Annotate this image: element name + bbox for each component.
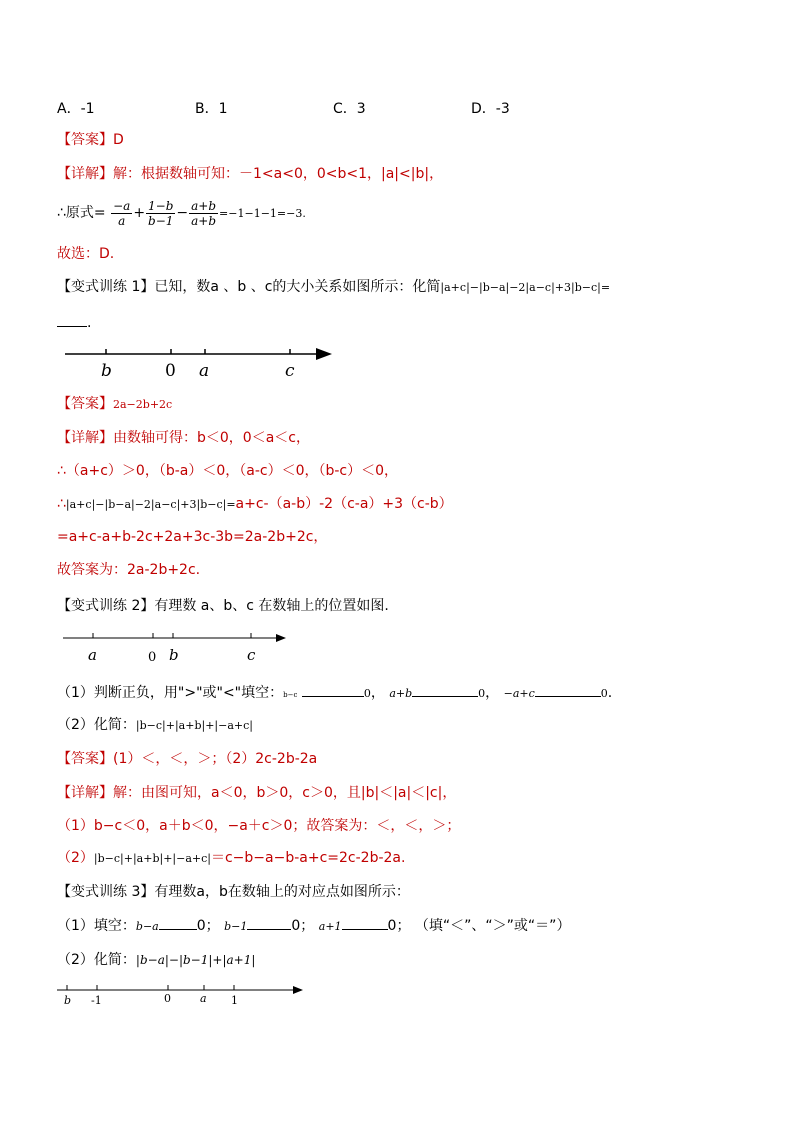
q0-detail-text: 解：根据数轴可知：－1<a<0，0<b<1，|a|<|b|， — [113, 166, 444, 182]
t3-tag: 【变式训练 3】 — [57, 884, 155, 900]
fraction-3: $\frac{a+b}{a+b}$ — [191, 198, 217, 228]
t2-detail-1: （1）b−c＜0，a＋b＜0，−a＋c＞0；故答案为：＜，＜，＞； — [57, 818, 461, 834]
t1-conclusion: 故答案为：2a-2b+2c. — [57, 562, 201, 578]
t1-answer-line: 【答案】2a−2b+2c — [57, 396, 173, 412]
t2-detail-text: 解：由图可知，a＜0，b＞0，c＞0，且|b|＜|a|＜|c|， — [113, 785, 457, 801]
t1-tag: 【变式训练 1】 — [57, 279, 155, 295]
t3-blank-3 — [342, 915, 388, 930]
t3-number-line — [55, 982, 310, 1012]
t2-answer-line: 【答案】(1）＜，＜，＞；（2）2c-2b-2a — [57, 751, 318, 767]
q0-formula-line: ∴原式= $\frac{-a}{a}$ + $\frac{1-b}{b-1}$ − $\frac{a+b}{a+b}$ =−1−1−1=−3. — [57, 198, 306, 228]
t2-blank-3 — [535, 682, 601, 697]
t1-axis-label-c: c — [285, 361, 295, 381]
q0-answer-line — [57, 130, 124, 150]
t3-axis-label-neg1: -1 — [91, 994, 102, 1007]
t2-tag: 【变式训练 2】 — [57, 598, 155, 614]
option-b: B．1 — [195, 101, 228, 117]
t3-axis-label-b: b — [64, 994, 72, 1007]
t1-axis-label-0: 0 — [165, 361, 176, 381]
t3-axis-label-0: 0 — [164, 992, 171, 1005]
t1-detail-line4: =a+c-a+b-2c+2a+3c-3b=2a-2b+2c， — [57, 529, 328, 545]
t2-detail-line: 【详解】解：由图可知，a＜0，b＞0，c＞0，且|b|＜|a|＜|c|， — [57, 785, 457, 801]
t2-q2-line: （2）化简：|b−c|+|a+b|+|−a+c| — [57, 717, 253, 733]
fraction-1: $\frac{-a}{a}$ — [113, 198, 131, 228]
t3-q1-line: （1）填空：b−a 0； b−1 0； a+1 0； （填“＜”、“＞”或“＝”） — [57, 915, 570, 937]
t1-blank — [57, 312, 87, 327]
t1-question-line — [57, 277, 610, 298]
t1-detail-text: 由数轴可得：b＜0，0＜a＜c， — [113, 430, 310, 446]
t3-blank-1 — [159, 915, 197, 930]
q0-conclusion: 故选：D. — [57, 246, 115, 262]
t3-text: 有理数a，b在数轴上的对应点如图所示： — [154, 884, 410, 900]
option-c: C．3 — [333, 101, 366, 117]
formula-result: =−1−1−1=−3. — [219, 207, 306, 220]
t2-axis-label-0: 0 — [148, 650, 157, 665]
fraction-2: $\frac{1-b}{b-1}$ — [148, 198, 174, 228]
t3-question-line — [57, 882, 410, 902]
t2-axis-label-c: c — [247, 646, 256, 664]
answer-tag: 【答案】 — [57, 132, 113, 148]
t3-axis-label-1: 1 — [231, 994, 238, 1007]
t1-detail-line3: ∴|a+c|−|b−a|−2|a−c|+3|b−c|=a+c-（a-b）-2（c-a）+3（c-b） — [57, 496, 453, 512]
t3-q2-line: （2）化简：|b−a|−|b−1|+|a+1| — [57, 952, 256, 968]
t2-axis-label-a: a — [88, 646, 97, 664]
t2-detail-2: （2）|b−c|+|a+b|+|−a+c|＝c−b−a−b-a+c=2c-2b-2a. — [57, 850, 406, 866]
t3-blank-2 — [247, 915, 291, 930]
t1-expr: |a+c|−|b−a|−2|a−c|+3|b−c|= — [440, 281, 611, 294]
t2-text: 有理数 a、b、c 在数轴上的位置如图. — [154, 598, 389, 614]
t2-answer: (1）＜，＜，＞；（2）2c-2b-2a — [113, 751, 318, 767]
t1-answer: 2a−2b+2c — [113, 398, 173, 411]
option-a: A．-1 — [57, 101, 95, 117]
t2-q1-line: （1）判断正负，用">"或"<"填空：b−c 0， a+b 0， −a+c 0. — [57, 682, 612, 705]
detail-tag: 【详解】 — [57, 166, 113, 182]
t1-text: 已知，数a 、b 、c的大小关系如图所示：化简 — [154, 279, 441, 295]
option-d: D．-3 — [471, 101, 510, 117]
t2-blank-2 — [412, 682, 478, 697]
formula-prefix: ∴原式= — [57, 205, 106, 221]
t1-number-line — [60, 342, 340, 382]
t1-blank-line: . — [57, 312, 91, 333]
q0-detail-line — [57, 164, 443, 184]
t2-number-line — [60, 628, 290, 668]
q0-answer: D — [113, 132, 124, 148]
t1-detail-line: 【详解】由数轴可得：b＜0，0＜a＜c， — [57, 430, 310, 446]
t1-detail-line2: ∴（a+c）＞0，（b-a）＜0，（a-c）＜0，（b-c）＜0， — [57, 463, 399, 479]
t2-blank-1 — [302, 682, 364, 697]
t1-axis-label-a: a — [199, 361, 210, 381]
t2-axis-label-b: b — [169, 646, 179, 664]
t1-axis-label-b: b — [101, 361, 112, 381]
t3-axis-label-a: a — [200, 992, 207, 1005]
t2-question-line — [57, 596, 389, 616]
